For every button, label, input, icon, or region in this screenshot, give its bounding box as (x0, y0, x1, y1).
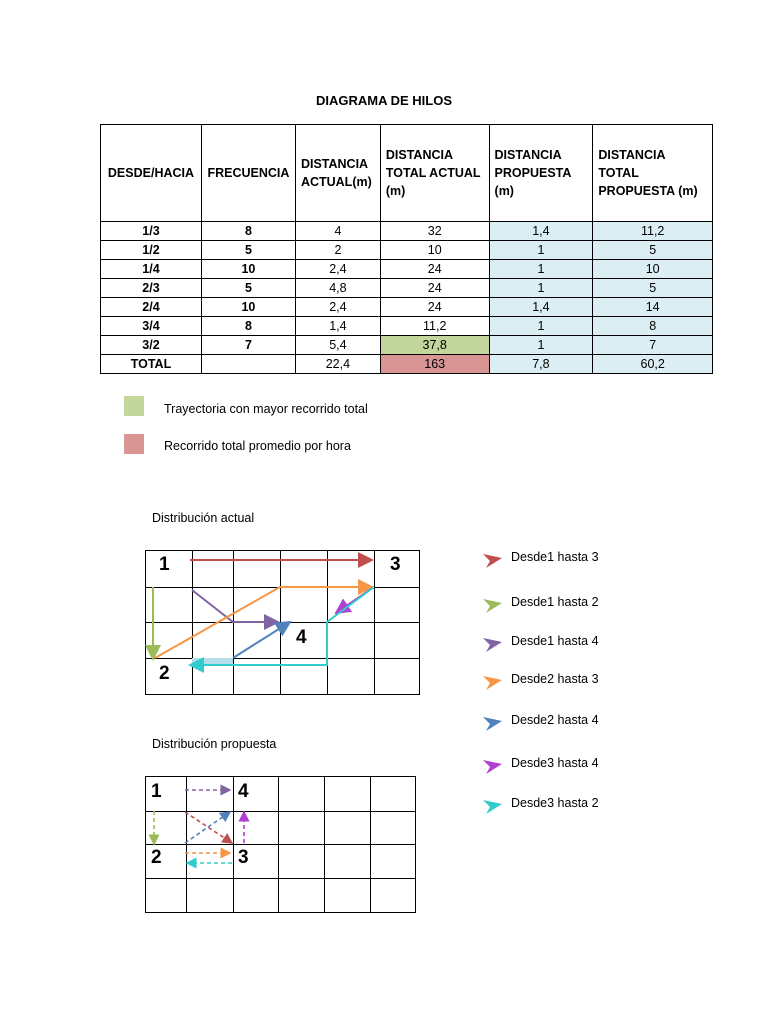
arrow-red-icon (482, 549, 504, 569)
table-row (101, 317, 713, 336)
table-total-row (101, 355, 713, 374)
col-header-distancia-actual: DISTANCIA ACTUAL(m) (295, 125, 380, 222)
cell-total-label: TOTAL (101, 355, 202, 374)
cell-proposed-distance: 1,4 (489, 298, 593, 317)
col-header-distancia-total-propuesta: DISTANCIA TOTAL PROPUESTA (m) (593, 125, 713, 222)
table-row (101, 241, 713, 260)
cell-route: 1/3 (101, 222, 202, 241)
cell-frequency: 8 (201, 317, 295, 336)
cell-route: 3/4 (101, 317, 202, 336)
arrow-purple-icon (482, 633, 504, 653)
col-header-desde-hacia: DESDE/HACIA (101, 125, 202, 222)
proposed-node-3: 3 (238, 847, 249, 868)
cell-actual-total: 24 (380, 260, 489, 279)
col-header-distancia-total-actual: DISTANCIA TOTAL ACTUAL (m) (380, 125, 489, 222)
table-row (101, 279, 713, 298)
cell-proposed-distance: 1 (489, 279, 593, 298)
cell-total-actual-total: 163 (380, 355, 489, 374)
legend-swatch-red (124, 434, 144, 454)
cell-actual-total: 32 (380, 222, 489, 241)
cell-frequency: 10 (201, 298, 295, 317)
legend-swatch-green (124, 396, 144, 416)
cell-proposed-distance: 1 (489, 241, 593, 260)
arrow-green-icon (482, 594, 504, 614)
table-row (101, 222, 713, 241)
legend-label-green: Trayectoria con mayor recorrido total (164, 402, 368, 416)
col-header-frecuencia: FRECUENCIA (201, 125, 295, 222)
cell-actual-distance: 2 (295, 241, 380, 260)
actual-node-3: 3 (390, 554, 401, 575)
proposed-node-4: 4 (238, 781, 249, 802)
cell-total-proposed-distance: 7,8 (489, 355, 593, 374)
cell-route: 1/2 (101, 241, 202, 260)
proposed-grid-lines (145, 776, 416, 913)
arrow-legend-label: Desde1 hasta 3 (511, 550, 599, 564)
cell-proposed-total: 5 (593, 279, 713, 298)
cell-proposed-total: 8 (593, 317, 713, 336)
cell-proposed-distance: 1 (489, 336, 593, 355)
cell-route: 3/2 (101, 336, 202, 355)
arrow-legend-item (482, 795, 682, 815)
table-row (101, 260, 713, 279)
arrow-legend-item (482, 549, 682, 569)
cell-actual-total-highlight: 37,8 (380, 336, 489, 355)
cell-proposed-distance: 1,4 (489, 222, 593, 241)
cell-actual-total: 24 (380, 279, 489, 298)
cell-frequency: 5 (201, 241, 295, 260)
actual-grid-lines (145, 550, 420, 695)
cell-route: 2/3 (101, 279, 202, 298)
cell-proposed-distance: 1 (489, 260, 593, 279)
cell-proposed-total: 7 (593, 336, 713, 355)
legend-label-red: Recorrido total promedio por hora (164, 439, 351, 453)
arrow-legend (482, 549, 702, 829)
arrow-legend-item (482, 712, 682, 732)
cell-frequency: 10 (201, 260, 295, 279)
path-2-to-4 (233, 622, 290, 658)
actual-node-4: 4 (296, 627, 307, 648)
cell-frequency: 5 (201, 279, 295, 298)
cell-actual-total: 24 (380, 298, 489, 317)
cell-actual-distance: 4,8 (295, 279, 380, 298)
arrow-legend-item (482, 633, 682, 653)
cell-actual-distance: 5,4 (295, 336, 380, 355)
arrow-legend-label: Desde3 hasta 4 (511, 756, 599, 770)
cell-frequency: 7 (201, 336, 295, 355)
cell-total-proposed-total: 60,2 (593, 355, 713, 374)
cell-frequency: 8 (201, 222, 295, 241)
arrow-cyan-icon (482, 795, 504, 815)
arrow-legend-item (482, 594, 682, 614)
cell-route: 2/4 (101, 298, 202, 317)
arrow-blue-icon (482, 712, 504, 732)
proposed-node-2: 2 (151, 847, 162, 868)
proposed-distribution-title: Distribución propuesta (152, 737, 277, 751)
table-row (101, 336, 713, 355)
arrow-legend-label: Desde1 hasta 4 (511, 634, 599, 648)
page-title: DIAGRAMA DE HILOS (315, 93, 453, 108)
cell-route: 1/4 (101, 260, 202, 279)
cell-actual-distance: 2,4 (295, 298, 380, 317)
cell-proposed-total: 11,2 (593, 222, 713, 241)
cell-total-actual-distance: 22,4 (295, 355, 380, 374)
cell-proposed-total: 5 (593, 241, 713, 260)
arrow-magenta-icon (482, 755, 504, 775)
cell-actual-total: 11,2 (380, 317, 489, 336)
arrow-legend-item (482, 755, 682, 775)
cell-proposed-total: 10 (593, 260, 713, 279)
cell-actual-distance: 2,4 (295, 260, 380, 279)
arrow-legend-label: Desde1 hasta 2 (511, 595, 599, 609)
cell-actual-distance: 4 (295, 222, 380, 241)
arrow-legend-label: Desde2 hasta 4 (511, 713, 599, 727)
shaded-path-cell (192, 658, 233, 665)
actual-distribution-diagram (140, 545, 430, 705)
distance-table (100, 124, 713, 374)
arrow-legend-label: Desde2 hasta 3 (511, 672, 599, 686)
actual-distribution-title: Distribución actual (152, 511, 255, 525)
proposed-distribution-diagram (140, 771, 420, 917)
cell-proposed-total: 14 (593, 298, 713, 317)
table-row (101, 298, 713, 317)
actual-node-2: 2 (159, 663, 170, 684)
cell-proposed-distance: 1 (489, 317, 593, 336)
cell-actual-distance: 1,4 (295, 317, 380, 336)
table-header-row (101, 125, 713, 222)
proposed-node-1: 1 (151, 781, 162, 802)
cell-actual-total: 10 (380, 241, 489, 260)
cell-total-frequency (201, 355, 295, 374)
arrow-legend-label: Desde3 hasta 2 (511, 796, 599, 810)
actual-node-1: 1 (159, 554, 170, 575)
col-header-distancia-propuesta: DISTANCIA PROPUESTA (m) (489, 125, 593, 222)
arrow-orange-icon (482, 671, 504, 691)
arrow-legend-item (482, 671, 682, 691)
